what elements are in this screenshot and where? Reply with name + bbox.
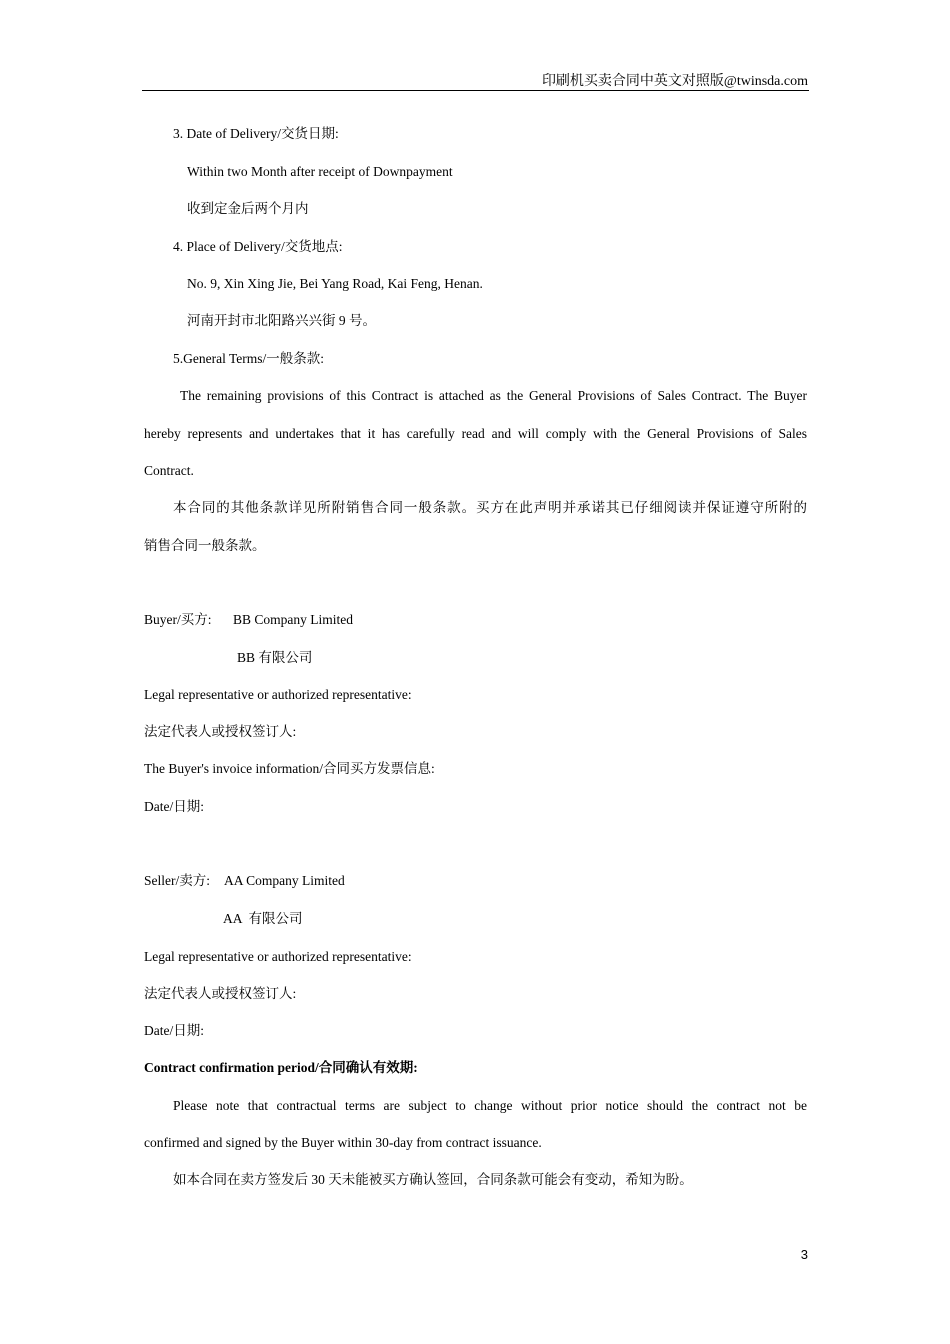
confirmation-cn: 如本合同在卖方签发后 30 天未能被买方确认签回，合同条款可能会有变动，希知为盼。 <box>173 1172 693 1187</box>
buyer-name-en: BB Company Limited <box>233 612 353 627</box>
header-rule <box>142 90 809 91</box>
delivery-place-cn: 河南开封市北阳路兴兴街 9 号。 <box>187 313 376 328</box>
seller-label: Seller/卖方: <box>144 873 210 888</box>
buyer-rep-en: Legal representative or authorized representative: <box>144 687 412 702</box>
general-terms-cn-line2: 销售合同一般条款。 <box>144 538 266 553</box>
general-terms-cn-line1: 本合同的其他条款详见所附销售合同一般条款。买方在此声明并承诺其已仔细阅读并保证遵守所附的 <box>173 500 807 515</box>
seller-name-en: AA Company Limited <box>224 873 345 888</box>
buyer-label: Buyer/买方: <box>144 612 212 627</box>
delivery-date-heading: 3. Date of Delivery/交货日期: <box>173 126 339 141</box>
delivery-place-en: No. 9, Xin Xing Jie, Bei Yang Road, Kai Feng, Henan. <box>187 276 483 291</box>
buyer-date: Date/日期: <box>144 799 204 814</box>
confirmation-en-line2: confirmed and signed by the Buyer within 30-day from contract issuance. <box>144 1135 542 1150</box>
seller-name-cn: AA 有限公司 <box>223 911 303 926</box>
general-terms-en-line2: hereby represents and undertakes that it has carefully read and will comply with the General Provisions of Sales <box>144 426 807 441</box>
general-terms-en-line1: The remaining provisions of this Contract is attached as the General Provisions of Sales Contract. The Buyer <box>180 388 807 403</box>
delivery-date-en: Within two Month after receipt of Downpayment <box>187 164 453 179</box>
delivery-place-heading: 4. Place of Delivery/交货地点: <box>173 239 343 254</box>
page-header-title: 印刷机买卖合同中英文对照版@twinsda.com <box>541 74 808 89</box>
delivery-date-cn: 收到定金后两个月内 <box>187 201 309 216</box>
general-terms-heading: 5.General Terms/一般条款: <box>173 351 325 366</box>
buyer-name-cn: BB 有限公司 <box>237 650 313 665</box>
buyer-rep-cn: 法定代表人或授权签订人: <box>144 724 297 739</box>
buyer-invoice: The Buyer's invoice information/合同买方发票信息: <box>144 761 435 776</box>
general-terms-en-line3: Contract. <box>144 463 194 478</box>
seller-date: Date/日期: <box>144 1023 204 1038</box>
confirmation-heading: Contract confirmation period/合同确认有效期: <box>144 1060 418 1075</box>
page-number: 3 <box>800 1247 808 1262</box>
seller-rep-en: Legal representative or authorized representative: <box>144 949 412 964</box>
seller-rep-cn: 法定代表人或授权签订人: <box>144 986 297 1001</box>
confirmation-en-line1: Please note that contractual terms are subject to change without prior notice should the contract not be <box>173 1098 807 1113</box>
